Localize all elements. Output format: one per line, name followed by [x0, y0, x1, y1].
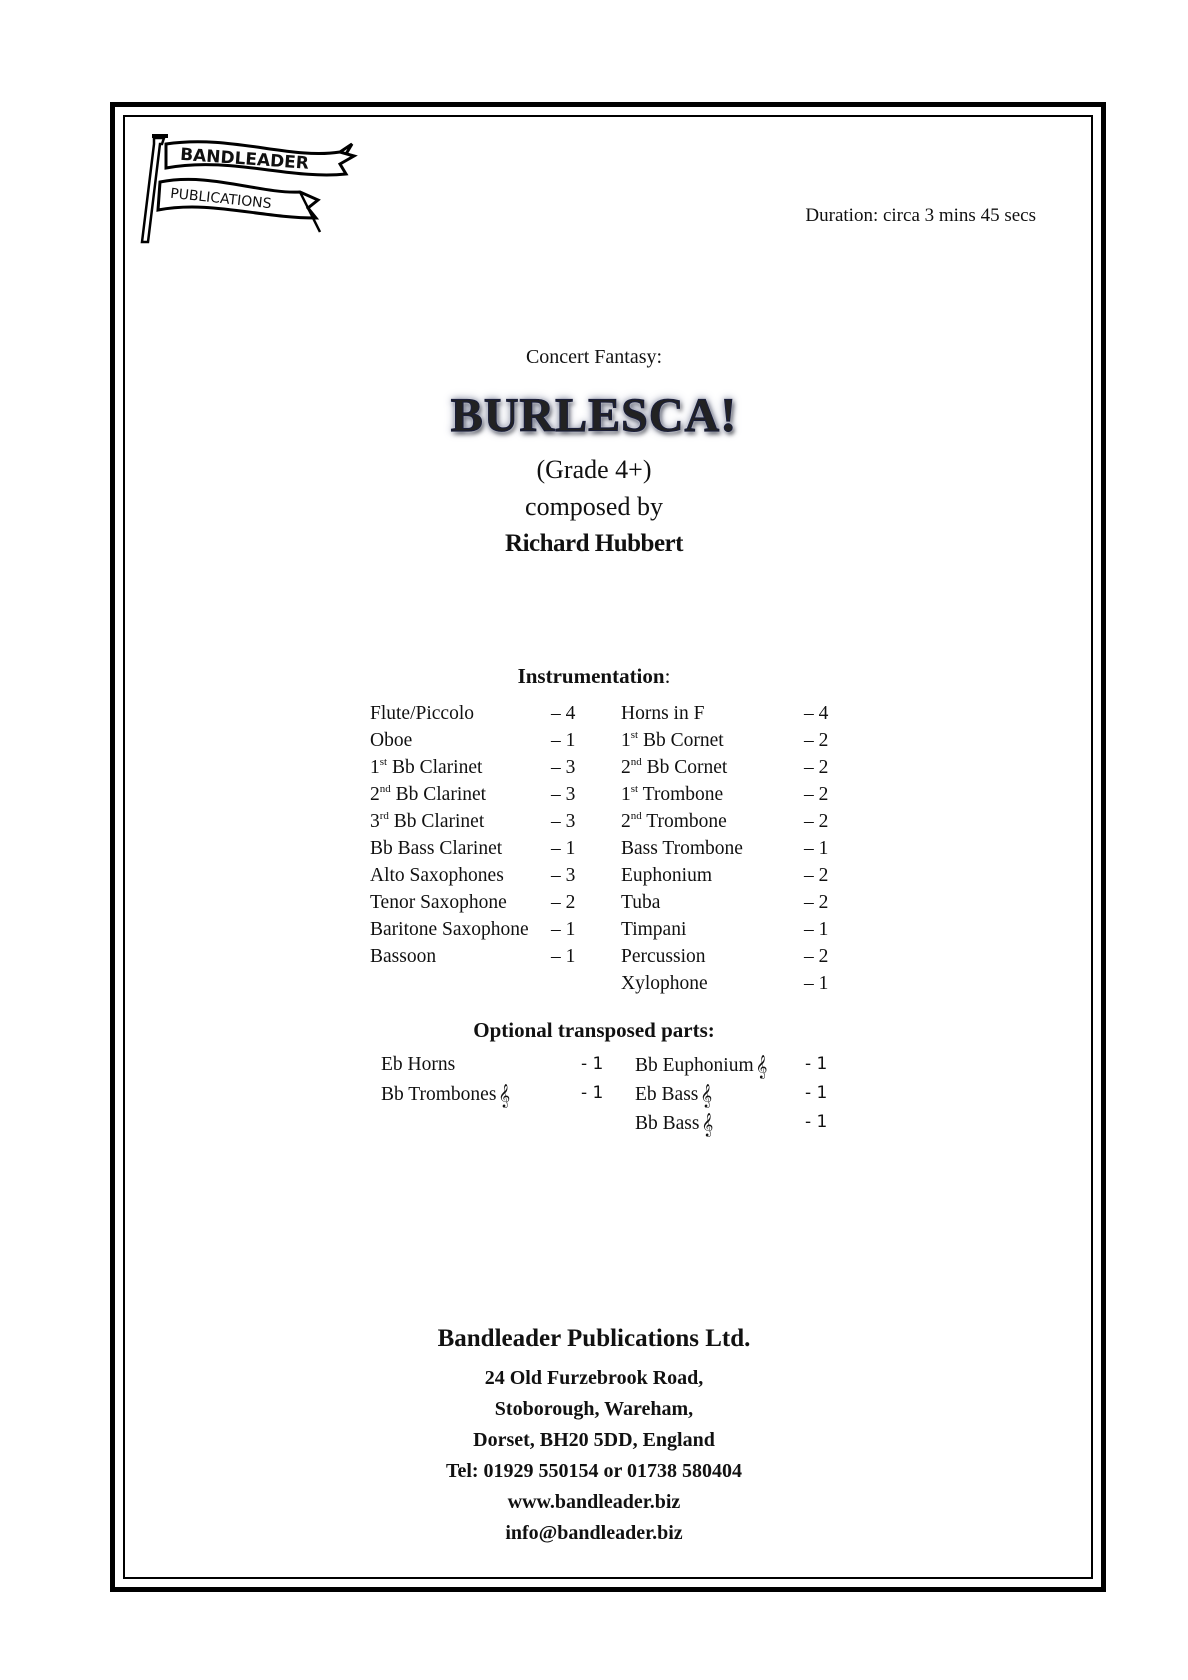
instrument-name-text: Bass Trombone [621, 838, 743, 859]
instrument-count: – 1 [551, 919, 576, 940]
optional-part-name-text: Eb Horns [381, 1054, 456, 1075]
instrument-count: – 1 [551, 838, 576, 859]
optional-part-name [381, 1050, 455, 1079]
treble-clef-icon: 𝄞 [498, 1083, 511, 1107]
treble-clef-icon: 𝄞 [700, 1083, 713, 1107]
treble-clef-icon: 𝄞 [755, 1054, 768, 1078]
svg-text:BANDLEADER: BANDLEADER [179, 144, 310, 174]
duration: Duration: circa 3 mins 45 secs [805, 205, 1036, 226]
instrument-name [370, 727, 412, 754]
instrument-name-text: 2 [370, 784, 380, 805]
optional-part-name [635, 1108, 713, 1138]
instrument-name [621, 781, 723, 808]
instrument-count: – 2 [804, 784, 829, 805]
subtitle: Concert Fantasy: [525, 346, 663, 368]
ordinal-suffix: nd [630, 755, 642, 768]
instrument-name-text: 2 [621, 811, 631, 832]
instrument-name [621, 754, 727, 781]
instrument-count: – 2 [804, 892, 829, 913]
address-line: info@bandleader.biz [505, 1522, 683, 1544]
instrument-name [621, 889, 660, 916]
ordinal-suffix: rd [379, 809, 389, 822]
instrument-name-text: Flute/Piccolo [370, 703, 474, 724]
instrument-name-rest: Bb Cornet [638, 730, 724, 751]
instrumentation-heading-text: Instrumentation [517, 664, 665, 688]
instrument-name-text: Xylophone [621, 973, 708, 994]
instrument-name-rest: Trombone [641, 811, 727, 832]
instrument-name-text: Bassoon [370, 946, 437, 967]
instrument-name-rest: Bb Clarinet [388, 811, 485, 832]
instrument-name-text: 3 [370, 811, 380, 832]
instrument-name-text: Bb Bass Clarinet [370, 838, 503, 859]
optional-part-count: - 1 [805, 1083, 828, 1103]
treble-clef-icon: 𝄞 [701, 1112, 714, 1136]
instrument-name-text: Baritone Saxophone [370, 919, 529, 940]
bandleader-logo [140, 130, 390, 245]
instrument-name-text: Euphonium [621, 865, 712, 886]
instrument-name [370, 808, 484, 835]
page-title: BURLESCA! [450, 389, 738, 442]
optional-part-name-text: Eb Bass [635, 1084, 699, 1105]
optional-part-name-text: Bb Trombones [381, 1084, 497, 1105]
address-line: Dorset, BH20 5DD, England [473, 1429, 715, 1451]
page-border-inner [123, 115, 1093, 1579]
instrument-count: – 3 [551, 865, 576, 886]
instrument-name-text: Alto Saxophones [370, 865, 504, 886]
instrument-name [621, 700, 704, 727]
instrument-count: – 2 [804, 811, 829, 832]
instrument-name [621, 862, 712, 889]
optional-parts-heading: Optional transposed parts: [473, 1018, 715, 1042]
instrument-count: – 2 [804, 946, 829, 967]
address-line: www.bandleader.biz [507, 1491, 681, 1513]
instrument-name-text: Timpani [621, 919, 687, 940]
instrument-count: – 2 [804, 730, 829, 751]
optional-part-name [381, 1079, 510, 1109]
instrument-count: – 1 [804, 919, 829, 940]
instrumentation-heading-colon: : [664, 664, 671, 688]
optional-part-name [635, 1079, 712, 1109]
instrument-name-rest: Bb Clarinet [390, 784, 487, 805]
optional-part-name-text: Bb Euphonium [635, 1055, 754, 1076]
instrumentation-heading [0, 664, 1188, 689]
optional-part-count: - 1 [805, 1112, 828, 1132]
instrument-name-text: Horns in F [621, 703, 705, 724]
instrument-count: – 3 [551, 784, 576, 805]
instrument-name-rest: Bb Clarinet [387, 757, 483, 778]
instrument-count: – 2 [804, 865, 829, 886]
instrument-name [621, 970, 708, 997]
instrument-name [370, 835, 502, 862]
optional-part-count: - 1 [805, 1054, 828, 1074]
instrument-name-text: 1 [621, 784, 631, 805]
instrument-name-text: Tuba [621, 892, 661, 913]
instrument-name-text: Percussion [621, 946, 706, 967]
instrument-count: – 1 [551, 946, 576, 967]
instrument-name [370, 700, 474, 727]
instrument-name [621, 808, 727, 835]
instrument-name [370, 889, 507, 916]
instrument-name [370, 781, 486, 808]
ordinal-suffix: st [379, 755, 388, 768]
composer-name: Richard Hubbert [505, 530, 683, 557]
instrument-count: – 2 [551, 892, 576, 913]
instrument-name-text: 1 [621, 730, 631, 751]
instrument-name [621, 727, 724, 754]
ordinal-suffix: st [630, 782, 639, 795]
instrument-count: – 1 [551, 730, 576, 751]
publisher-name: Bandleader Publications Ltd. [437, 1325, 751, 1352]
instrument-name-text: 2 [621, 757, 631, 778]
instrument-name [621, 835, 743, 862]
optional-part-name-text: Bb Bass [635, 1113, 700, 1134]
instrument-count: – 1 [804, 973, 829, 994]
ordinal-suffix: nd [379, 782, 391, 795]
instrument-name-text: 1 [370, 757, 380, 778]
optional-part-count: - 1 [581, 1054, 604, 1074]
optional-part-count: - 1 [581, 1083, 604, 1103]
optional-part-name [635, 1050, 767, 1080]
address-line: Stoborough, Wareham, [494, 1398, 694, 1420]
instrument-count: – 3 [551, 757, 576, 778]
svg-text:PUBLICATIONS: PUBLICATIONS [169, 185, 273, 213]
instrument-name-rest: Trombone [638, 784, 724, 805]
instrument-name-rest: Bb Cornet [641, 757, 728, 778]
instrument-count: – 2 [804, 757, 829, 778]
composed-by: composed by [525, 492, 663, 521]
instrument-name [370, 916, 529, 943]
instrument-count: – 4 [804, 703, 829, 724]
instrument-name [621, 943, 706, 970]
address-line: 24 Old Furzebrook Road, [484, 1367, 704, 1389]
ordinal-suffix: nd [630, 809, 642, 822]
instrument-name [370, 862, 504, 889]
instrument-name-text: Tenor Saxophone [370, 892, 507, 913]
instrument-name [370, 943, 436, 970]
address-line: Tel: 01929 550154 or 01738 580404 [445, 1460, 743, 1482]
grade: (Grade 4+) [536, 455, 652, 484]
instrument-count: – 1 [804, 838, 829, 859]
instrument-name [621, 916, 686, 943]
instrument-count: – 4 [551, 703, 576, 724]
instrument-name [370, 754, 482, 781]
instrument-count: – 3 [551, 811, 576, 832]
ordinal-suffix: st [630, 728, 639, 741]
instrument-name-text: Oboe [370, 730, 413, 751]
